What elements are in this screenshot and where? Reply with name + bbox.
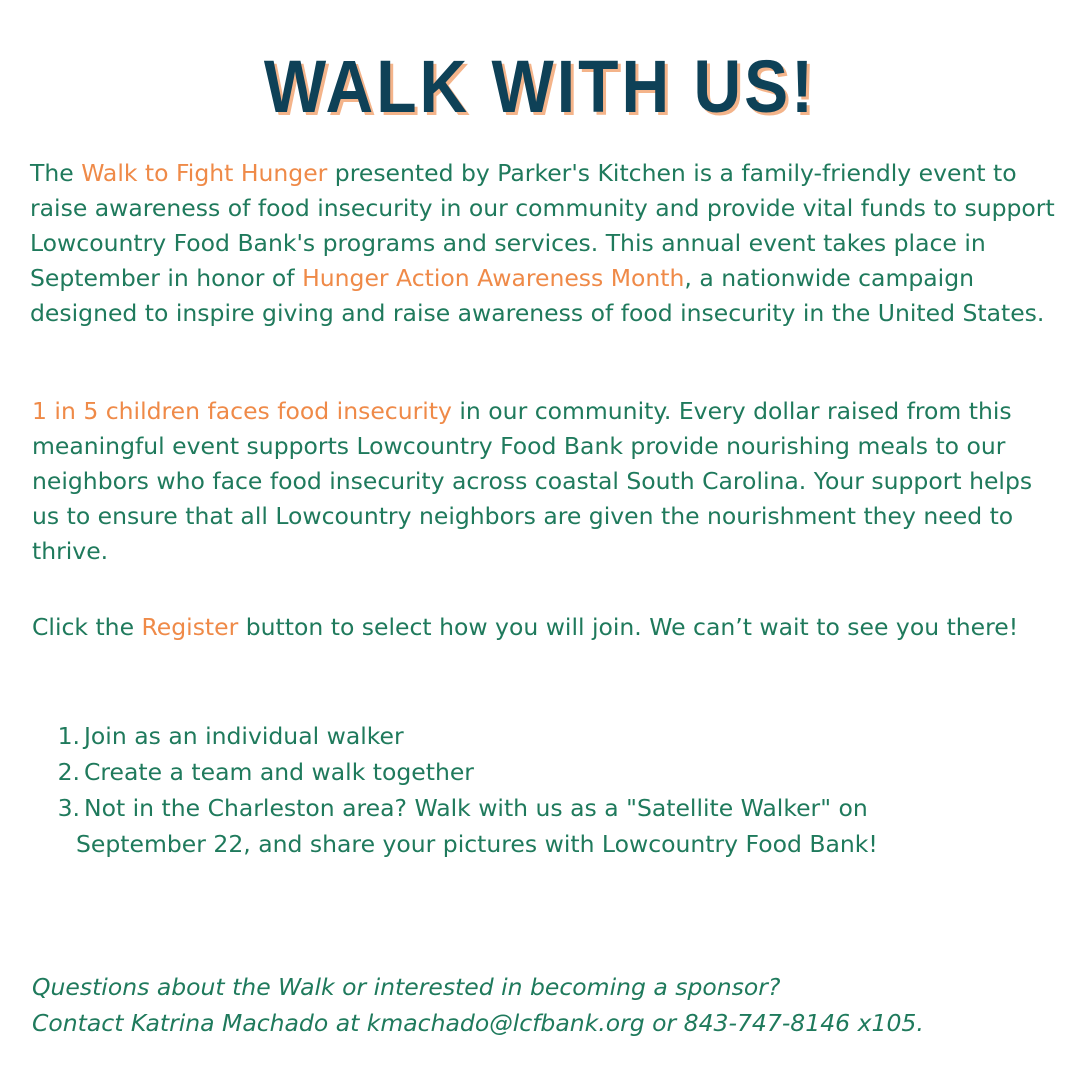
register-text-2: button to select how you will join. We can’t wait to see you there! [238, 613, 1019, 641]
intro-text-3: , a nationwide campaign designed to inspire giving and raise awareness of food insecurity in the United States. [30, 264, 1045, 327]
walk-to-fight-hunger-link[interactable]: Walk to Fight Hunger [81, 159, 328, 187]
stats-text: in our community. Every dollar raised from this meaningful event supports Lowcountry Food Bank provide nourishing meals to our neighbors who face food insecurity across coastal South Carolina. Your support helps us to ensure that all Lowcountry neighbors are given the nourishment they need to thrive. [32, 397, 1033, 565]
hunger-action-awareness-month-link[interactable]: Hunger Action Awareness Month [302, 264, 685, 292]
list-item-number: 1. [57, 722, 80, 750]
stats-paragraph [32, 394, 1062, 569]
footer-question: Questions about the Walk or interested in becoming a sponsor? [32, 973, 781, 1001]
list-item-text-continued: September 22, and share your pictures with Lowcountry Food Bank! [76, 830, 878, 858]
list-item [30, 718, 1060, 754]
participation-options-list [30, 718, 1060, 862]
stats-highlight-link[interactable]: 1 in 5 children faces food insecurity [32, 397, 452, 425]
list-item-number: 2. [57, 758, 80, 786]
intro-text-1: The [30, 159, 82, 187]
contact-footer [32, 969, 1062, 1041]
list-item [30, 790, 1060, 862]
register-paragraph [32, 610, 1062, 645]
list-item-text: Not in the Charleston area? Walk with us as a "Satellite Walker" on [84, 794, 868, 822]
footer-contact: Contact Katrina Machado at kmachado@lcfbank.org or 843-747-8146 x105. [32, 1009, 924, 1037]
register-link[interactable]: Register [141, 613, 239, 641]
list-item [30, 754, 1060, 790]
list-item-text: Create a team and walk together [84, 758, 474, 786]
page-title: WALK WITH US! [263, 44, 817, 128]
list-item-text: Join as an individual walker [84, 722, 404, 750]
register-text-1: Click the [32, 613, 142, 641]
list-item-number: 3. [57, 794, 80, 822]
intro-text-2: presented by Parker's Kitchen is a family-friendly event to raise awareness of food insecurity in our community and provide vital funds to support Lowcountry Food Bank's programs and services. This annual event takes place in September in honor of [30, 159, 1055, 292]
intro-paragraph [30, 156, 1060, 331]
